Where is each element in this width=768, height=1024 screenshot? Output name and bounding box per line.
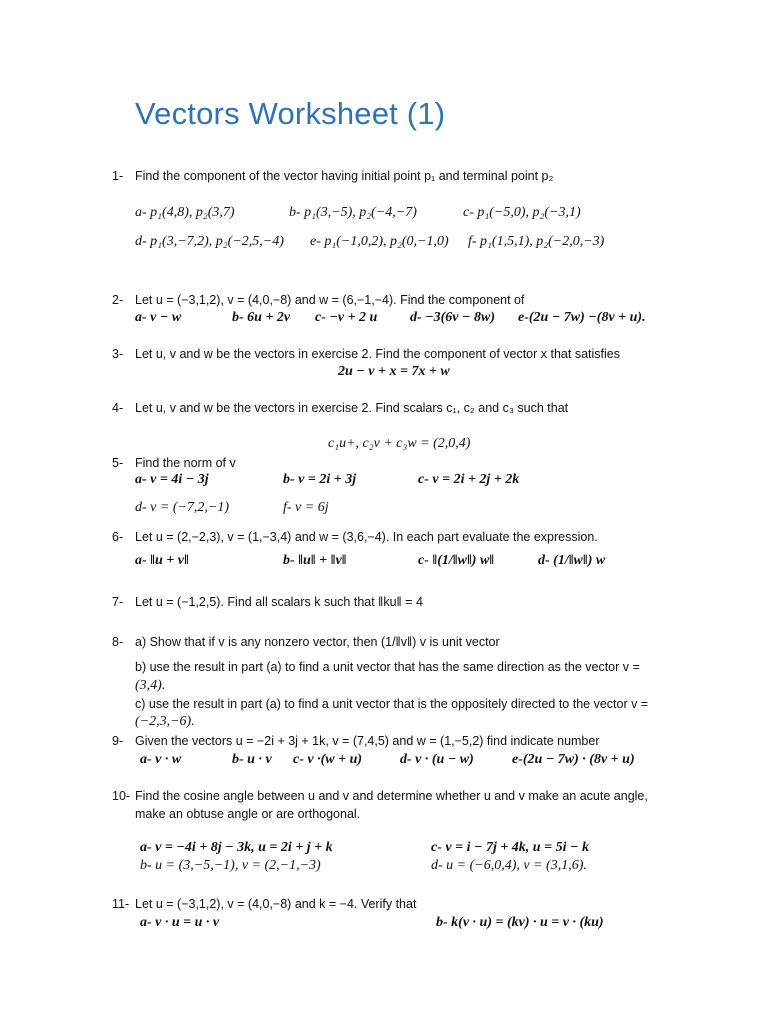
q2-part-a: a- v − w [135, 310, 182, 325]
question-number: 1- [112, 169, 124, 183]
question-text: Let u = (−3,1,2), v = (4,0,−8) and k = −4. Verify that [135, 897, 417, 911]
q9-part-d: d- v · (u − w) [400, 752, 474, 767]
question-number: 3- [112, 347, 124, 361]
q9-part-b: b- u · v [232, 752, 272, 767]
q5-part-c: c- v = 2i + 2j + 2k [418, 472, 520, 487]
question-number: 8- [112, 635, 124, 649]
question-number: 6- [112, 530, 124, 544]
q10-part-b: b- u = (3,−5,−1), v = (2,−1,−3) [140, 858, 321, 873]
q10-part-c: c- v = i − 7j + 4k, u = 5i − k [431, 840, 589, 855]
q1-part-f: f- p₁(1,5,1), p₂(−2,0,−3) [468, 234, 605, 249]
question-number: 7- [112, 595, 124, 609]
q6-part-a: a- ‖u + v‖ [135, 553, 189, 568]
question-text: Find the component of the vector having initial point p₁ and terminal point p₂ [135, 169, 554, 183]
q6-part-d: d- (1/‖w‖) w [538, 553, 606, 568]
q2-part-b: b- 6u + 2v [232, 310, 291, 325]
q2-part-e: e-(2u − 7w) −(8v + u). [518, 310, 646, 325]
question-text: Let u, v and w be the vectors in exercise 2. Find the component of vector x that satisfies [135, 347, 620, 361]
question-text: Find the cosine angle between u and v and determine whether u and v make an acute angle, [135, 789, 648, 803]
q1-part-d: d- p₁(3,−7,2), p₂(−2,5,−4) [135, 234, 284, 249]
q9-part-c: c- v ·(w + u) [293, 752, 363, 767]
question-number: 2- [112, 293, 124, 307]
q10-part-d: d- u = (−6,0,4), v = (3,1,6). [431, 858, 587, 873]
q2-part-d: d- −3(6v − 8w) [410, 310, 496, 325]
q10-part-a: a- v = −4i + 8j − 3k, u = 2i + j + k [140, 840, 333, 855]
q1-part-b: b- p₁(3,−5), p₂(−4,−7) [289, 205, 417, 220]
equation: c₁u+, c₂v + c₃w = (2,0,4) [328, 436, 471, 451]
question-number: 4- [112, 401, 124, 415]
q6-part-b: b- ‖u‖ + ‖v‖ [283, 553, 347, 568]
q5-part-d: d- v = (−7,2,−1) [135, 500, 230, 515]
text-line: (3,4). [135, 678, 166, 693]
q5-part-f: f- v = 6j [283, 500, 329, 515]
page-title: Vectors Worksheet (1) [135, 96, 446, 131]
q1-part-a: a- p₁(4,8), p₂(3,7) [135, 205, 235, 220]
text-line: b) use the result in part (a) to find a unit vector that has the same direction as the vector v = [135, 660, 640, 674]
q5-part-a: a- v = 4i − 3j [135, 472, 209, 487]
question-number: 11- [112, 897, 130, 911]
q6-part-c: c- ‖(1/‖w‖) w‖ [418, 553, 495, 568]
question-text: Let u = (−3,1,2), v = (4,0,−8) and w = (6,−1,−4). Find the component of [135, 293, 525, 307]
q9-part-e: e-(2u − 7w) · (8v + u) [512, 752, 635, 767]
question-number: 9- [112, 734, 124, 748]
question-number: 5- [112, 456, 124, 470]
equation: 2u − v + x = 7x + w [338, 364, 450, 379]
text-line: make an obtuse angle or are orthogonal. [135, 807, 361, 821]
question-text: Let u, v and w be the vectors in exercise 2. Find scalars c₁, c₂ and c₃ such that [135, 401, 569, 415]
question-text: Given the vectors u = −2i + 3j + 1k, v = (7,4,5) and w = (1,−5,2) find indicate number [135, 734, 600, 748]
q11-part-a: a- v · u = u · v [140, 915, 220, 930]
q8-part-a: a) Show that if v is any nonzero vector, then (1/‖v‖) v is unit vector [135, 635, 500, 649]
question-text: Let u = (2,−2,3), v = (1,−3,4) and w = (3,6,−4). In each part evaluate the expression. [135, 530, 598, 544]
q2-part-c: c- −v + 2 u [315, 310, 378, 325]
q5-part-b: b- v = 2i + 3j [283, 472, 357, 487]
q1-part-e: e- p₁(−1,0,2), p₂(0,−1,0) [310, 234, 449, 249]
text-line: c) use the result in part (a) to find a unit vector that is the oppositely directed to the vector v = [135, 697, 649, 711]
q9-part-a: a- v · w [140, 752, 182, 767]
q1-part-c: c- p₁(−5,0), p₂(−3,1) [463, 205, 581, 220]
question-number: 10- [112, 789, 131, 803]
question-text: Let u = (−1,2,5). Find all scalars k such that ‖ku‖ = 4 [135, 595, 423, 609]
text-line: (−2,3,−6). [135, 714, 195, 729]
question-text: Find the norm of v [135, 456, 236, 470]
q11-part-b: b- k(v · u) = (kv) · u = v · (ku) [436, 915, 604, 930]
